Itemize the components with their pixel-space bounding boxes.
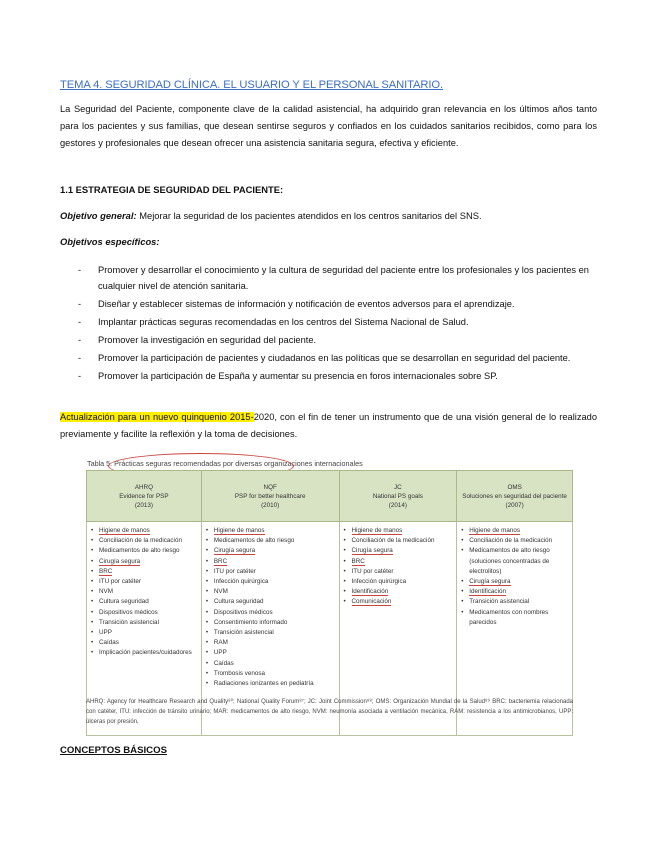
practice-item-text: Infección quirúrgica [213,578,269,586]
practice-item-text: Medicamentos de alto riesgo [213,537,295,545]
column-header-line: (2007) [505,501,524,509]
practice-item [460,577,569,587]
list-item: - Promover y desarrollar el conocimiento y la cultura de seguridad del paciente entre los profesionales y los pacientes en cualquier nivel de atención sanitaria. [60,263,600,294]
practice-list [343,526,454,608]
practice-item-text: Comunicación [351,598,392,606]
practice-item [460,597,569,607]
practice-item-text: Cirugía segura [469,578,511,586]
practice-item-text: Conciliación de la medicación [351,537,435,545]
objetivo-general-text: Mejorar la seguridad de los pacientes atendidos en los centros sanitarios del SNS. [136,210,482,221]
column-header-line: (2013) [134,501,154,509]
practice-item-text: Medicamentos con nombres parecidos [469,608,549,626]
practice-item [205,618,336,628]
practice-item [343,526,454,536]
column-header [87,471,202,522]
list-item: - Promover la participación de pacientes y ciudadanos en las políticas que se desarrollan en seguridad del paciente. [60,351,600,367]
practice-item-text: Conciliación de la medicación [99,537,182,545]
practice-item-text: Higiene de manos [213,527,265,534]
practice-item-text: Cirugía segura [213,547,256,555]
column-header-line: Soluciones en seguridad del paciente [462,492,567,500]
practices-table-figure [86,455,573,732]
practice-item-text: Dispositivos médicos [213,608,273,616]
practice-item [460,536,569,546]
column-header-line: (2010) [261,501,280,509]
practice-item-text: Higiene de manos [469,527,520,534]
intro-paragraph: La Seguridad del Paciente, componente clave de la calidad asistencial, ha adquirido gran relevancia en los últimos años tanto para los pacientes y sus familias, que desean sentirse seguros y confiados en los cuidados sanitarios recibidos, como para los gestores y profesionales que desean ofrecer una asistencia sanitaria segura, efectiva y eficiente. [60,104,597,148]
practice-item [205,536,336,546]
highlighted-text: Actualización para un nuevo quinquenio 2015- [60,412,254,422]
objetivos-especificos-label: Objetivos específicos: [60,236,160,247]
practice-item-text: Caídas [99,639,119,647]
practice-item-text: Identificación [469,588,506,596]
practice-item [205,557,336,567]
practice-item [205,628,336,638]
practice-item [205,608,336,618]
practice-item [90,526,198,536]
practice-item-text: Transición asistencial [99,618,159,626]
column-header-line: AHRQ [134,483,154,491]
practice-item [90,638,198,648]
list-item: - Promover la investigación en seguridad del paciente. [60,333,600,349]
column-header-line: NQF [263,483,277,491]
practice-item-text: Medicamentos de alto riesgo [99,547,180,555]
practice-item-text: Caídas [213,659,234,667]
list-item: - Implantar prácticas seguras recomendadas en los centros del Sistema Nacional de Salud. [60,315,600,331]
actualizacion-text: 2020, con el fin de tener un instrumento que de una visión general de lo realizado previamente y facilite la reflexión y la toma de decisiones. [60,412,598,439]
practice-item-text: ITU por catéter [99,578,141,586]
practice-item [343,536,454,546]
practice-item-text: UPP [213,649,227,657]
practice-item-text: Implicación pacientes/cuidadores [99,649,192,657]
practice-item [205,587,336,597]
practice-item-text: BRC [213,557,228,565]
practice-item-text: Radiaciones ionizantes en pediatría [213,680,314,688]
practice-item [90,597,198,607]
table-header-row [87,471,573,522]
practice-item-text: Transición asistencial [469,598,530,606]
list-item: - Diseñar y establecer sistemas de información y notificación de eventos adversos para el aprendizaje. [60,297,600,313]
practice-item [90,608,198,618]
practice-item [343,546,454,556]
column-header-line: PSP for better healthcare [234,492,306,500]
column-header-line: (2014) [388,501,407,509]
practice-item [460,526,569,536]
column-header-line: National PS goals [372,492,423,500]
practice-item-text: UPP [99,629,112,637]
practice-item-text: NVM [99,588,113,596]
practice-item [205,597,336,607]
practice-item [343,587,454,597]
list-item: - Promover la participación de España y aumentar su presencia en foros internacionales sobre SP. [60,369,600,385]
practice-list [90,526,198,659]
practice-item [205,669,336,679]
practice-item [90,557,198,567]
practice-item-text: Cirugía segura [351,547,393,555]
practice-item-text: BRC [351,557,365,565]
objetivo-general [60,210,482,221]
section-heading: 1.1 ESTRATEGIA DE SEGURIDAD DEL PACIENTE: [60,184,284,195]
concepts-heading: CONCEPTOS BÁSICOS [60,745,167,756]
column-header-line: OMS [507,483,522,491]
practice-item [343,567,454,577]
practice-item [205,659,336,669]
practice-item [90,648,198,658]
practice-item [205,648,336,658]
practice-item-text: Cirugía segura [99,557,141,565]
practice-item [343,597,454,607]
practice-item [460,546,569,577]
practice-item [90,618,198,628]
practice-item [343,577,454,587]
practice-item [90,587,198,597]
practice-item [90,567,198,577]
table-footnote: AHRQ: Agency for Healthcare Research and Quality⁸⁰; National Quality Forum⁸⁷; JC: Joint Commission⁸⁸; OMS: Organización Mundial de la Salud⁸⁹ BRC: bacteriemia relacionada con catéter, ITU: infección de tránsito urinario; MAR: medicamentos de alto riesgo, NVM: neumonía asociada a ventilación mecánica, RAM: resistencia a los antimicrobianos, UPP: úlceras por presión, [86,699,573,725]
practice-item-text: Dispositivos médicos [99,608,158,616]
actualizacion-paragraph [60,409,597,443]
practice-item [90,546,198,556]
column-header-line: Evidence for PSP [119,492,169,500]
practice-item-text: Higiene de manos [351,527,403,534]
practice-list [460,526,569,628]
practice-item [90,577,198,587]
practice-item-text: ITU por catéter [351,567,394,575]
practice-item [460,608,569,628]
practice-item-text: Cultura seguridad [213,598,264,606]
practice-item-text: BRC [99,567,113,575]
practice-item [205,679,336,689]
practice-item [205,577,336,587]
practice-item-text: Trombosis venosa [213,669,266,677]
practice-item-text: Higiene de manos [99,527,150,534]
practice-item-text: Medicamentos de alto riesgo (soluciones concentradas de electrolitos) [469,547,550,575]
practice-item-text: Infección quirúrgica [351,578,407,586]
practice-list [205,526,336,689]
practice-item [205,526,336,536]
practice-item-text: Transición asistencial [213,629,274,637]
practice-item [343,557,454,567]
practice-item-text: NVM [213,588,228,596]
practice-item-text: ITU por catéter [213,567,256,575]
table-caption: Tabla 5. Prácticas seguras recomendadas por diversas organizaciones internacionales [87,459,363,468]
practice-item-text: Cultura seguridad [99,598,149,606]
column-header-line: JC [394,483,402,491]
column-header [339,471,457,522]
practice-item [205,567,336,577]
practice-item-text: Conciliación de la medicación [469,537,553,545]
column-header [201,471,339,522]
practice-item-text: Identificación [351,588,389,596]
document-title: TEMA 4. SEGURIDAD CLÍNICA. EL USUARIO Y EL PERSONAL SANITARIO. [60,79,443,91]
column-header [457,471,573,522]
practice-item-text: Consentimiento informado [213,618,288,626]
practice-item [460,587,569,597]
practice-item [205,638,336,648]
practice-item [90,628,198,638]
practice-item-text: RAM [213,639,228,647]
practice-item [90,536,198,546]
objetivos-list [60,263,600,387]
practice-item [205,546,336,556]
objetivo-general-label: Objetivo general: [60,210,137,221]
